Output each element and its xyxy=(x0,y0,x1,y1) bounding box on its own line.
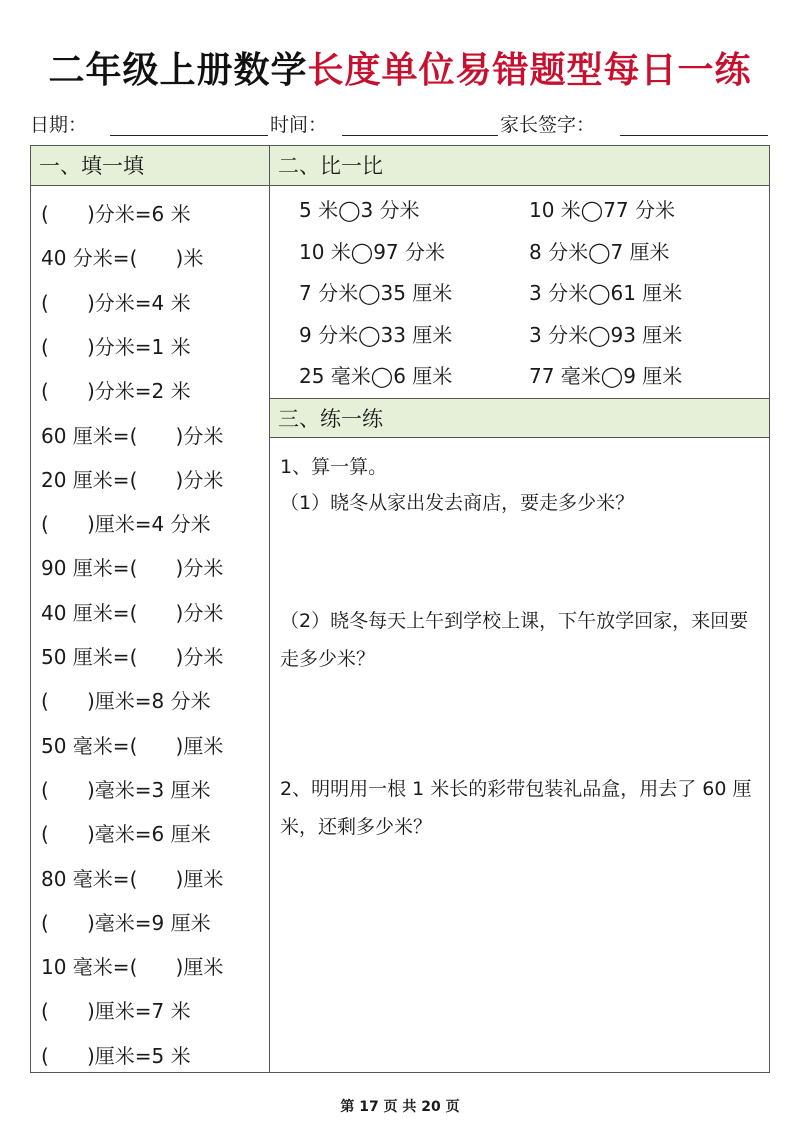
compare-item-left[interactable]: 25 毫米◯6 厘米 xyxy=(299,364,453,388)
compare-item-right[interactable]: 3 分米◯93 厘米 xyxy=(529,322,683,347)
compare-item-left[interactable]: 10 米◯97 分米 xyxy=(299,239,445,264)
fill-item: 10 毫米=( )厘米 xyxy=(41,955,224,980)
time-label: 时间： xyxy=(270,114,328,136)
fill-item: ( )分米=2 米 xyxy=(41,379,191,404)
fill-item: ( )厘米=4 分米 xyxy=(41,512,211,537)
section1-header: 一、填一填 xyxy=(31,146,269,186)
fill-item: ( )厘米=5 米 xyxy=(41,1043,191,1068)
fill-item: 20 厘米=( )分米 xyxy=(41,467,224,492)
sign-label: 家长签字： xyxy=(500,114,596,136)
section3-header: 三、练一练 xyxy=(270,398,769,438)
date-label: 日期： xyxy=(30,114,88,136)
q1-title: 1、算一算。 xyxy=(280,456,388,478)
fill-item: ( )毫米=9 厘米 xyxy=(41,910,211,935)
fill-item: 50 毫米=( )厘米 xyxy=(41,733,224,758)
fill-item: ( )毫米=6 厘米 xyxy=(41,822,211,847)
q1-part2: （2）晓冬每天上午到学校上课，下午放学回家，来回要走多少米？ xyxy=(280,610,749,670)
fill-item: ( )分米=1 米 xyxy=(41,334,191,359)
time-blank[interactable] xyxy=(342,135,498,136)
fill-item: ( )分米=6 米 xyxy=(41,202,191,226)
fill-item: ( )厘米=8 分米 xyxy=(41,689,211,714)
info-row xyxy=(30,110,770,140)
fill-item: ( )分米=4 米 xyxy=(41,290,191,315)
fill-item: 40 厘米=( )分米 xyxy=(41,600,224,625)
fill-item: 50 厘米=( )分米 xyxy=(41,645,224,669)
fill-item: 40 分米=( )米 xyxy=(41,246,204,271)
q2-text: 2、明明用一根 1 米长的彩带包装礼品盒，用去了 60 厘米，还剩多少米？ xyxy=(280,778,752,838)
fill-item: 60 厘米=( )分米 xyxy=(41,423,224,448)
compare-item-right[interactable]: 77 毫米◯9 厘米 xyxy=(529,364,683,388)
compare-item-left[interactable]: 9 分米◯33 厘米 xyxy=(299,322,453,347)
practice-area xyxy=(270,440,769,1072)
section2-header: 二、比一比 xyxy=(270,146,769,186)
page-footer: 第 17 页 共 20 页 xyxy=(340,1099,460,1115)
fill-item: ( )毫米=3 厘米 xyxy=(41,777,211,802)
fill-item: 90 厘米=( )分米 xyxy=(41,556,224,581)
fill-item: ( )厘米=7 米 xyxy=(41,999,191,1024)
q1-part1: （1）晓冬从家出发去商店，要走多少米？ xyxy=(280,492,635,514)
compare-item-left[interactable]: 5 米◯3 分米 xyxy=(299,198,420,222)
compare-item-right[interactable]: 10 米◯77 分米 xyxy=(529,198,675,222)
worksheet-table xyxy=(30,145,770,1073)
compare-item-right[interactable]: 8 分米◯7 厘米 xyxy=(529,239,670,264)
compare-item-left[interactable]: 7 分米◯35 厘米 xyxy=(299,281,453,305)
sign-blank[interactable] xyxy=(620,135,768,136)
compare-item-right[interactable]: 3 分米◯61 厘米 xyxy=(529,281,683,305)
page-title xyxy=(0,42,800,93)
date-blank[interactable] xyxy=(110,135,268,136)
title-topic: 长度单位易错题型每日一练 xyxy=(307,50,752,91)
fill-item: 80 毫米=( )厘米 xyxy=(41,866,224,891)
title-grade: 二年级上册数学 xyxy=(48,50,308,91)
